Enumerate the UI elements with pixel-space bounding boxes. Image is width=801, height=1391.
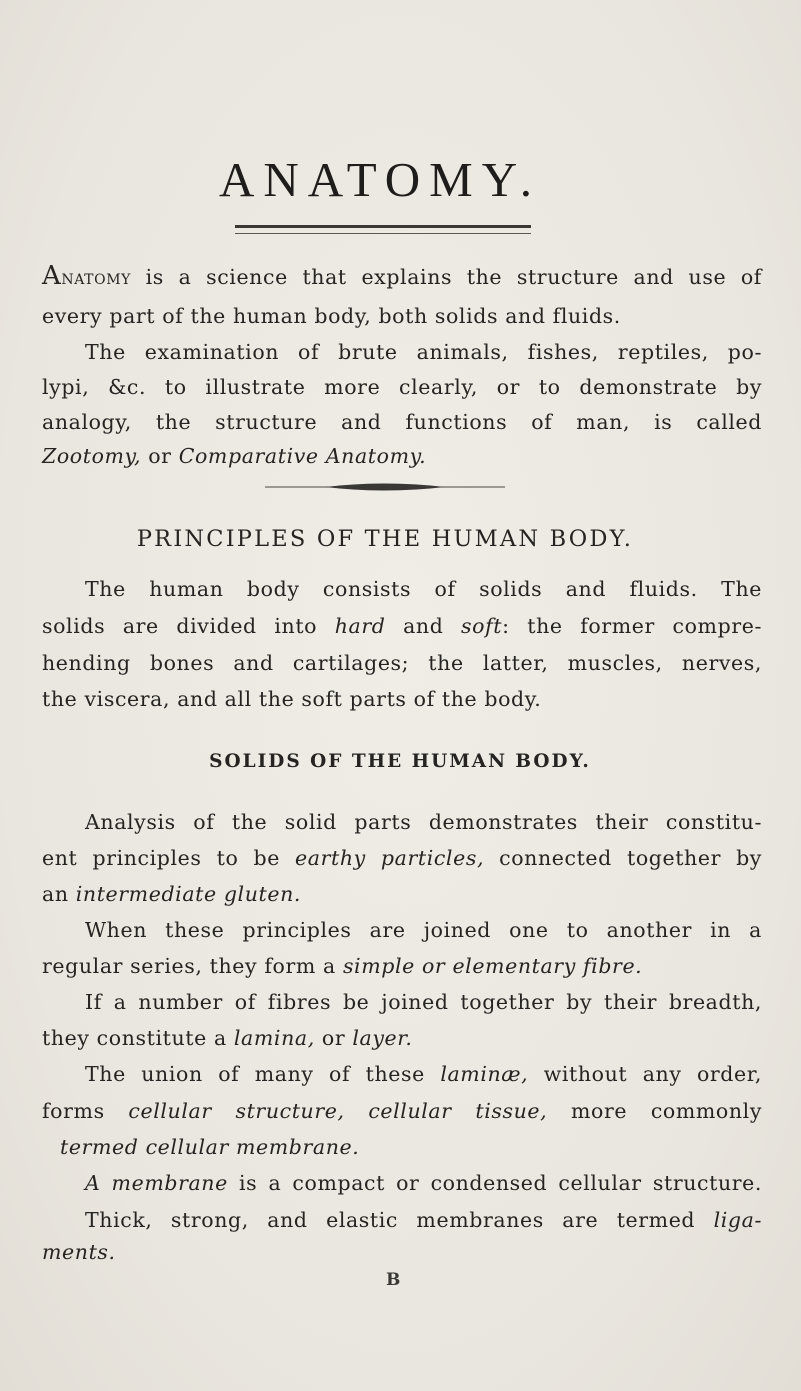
solids-p1-line-2: ent principles to be earthy particles, connected together by (42, 846, 762, 870)
title-rule-thin (235, 233, 531, 234)
page-title: ANATOMY. (218, 152, 542, 207)
principles-line-4: the viscera, and all the soft parts of the body. (42, 687, 542, 711)
solids-p1-line-3: an intermediate gluten. (42, 882, 302, 906)
intro-line-5: analogy, the structure and functions of man, is called (42, 410, 762, 434)
solids-p5-line-1: A membrane is a compact or condensed cellular structure. (85, 1171, 762, 1195)
intro-line-3: The examination of brute animals, fishes, reptiles, po- (85, 340, 762, 364)
solids-p4-line-2: forms cellular structure, cellular tissue, more commonly (42, 1099, 763, 1123)
intro-line-4: lypi, &c. to illustrate more clearly, or to demonstrate by (42, 375, 762, 399)
solids-p3-line-1: If a number of fibres be joined together by their breadth, (85, 990, 762, 1014)
principles-line-3: hending bones and cartilages; the latter, muscles, nerves, (42, 651, 762, 675)
intro-line-6: Zootomy, or Comparative Anatomy. (42, 444, 427, 468)
ornamental-divider (265, 480, 505, 494)
solids-p2-line-1: When these principles are joined one to another in a (85, 918, 762, 942)
intro-first-word: natomy (61, 265, 131, 289)
section-heading-principles: PRINCIPLES OF THE HUMAN BODY. (136, 526, 634, 552)
solids-p1-line-1: Analysis of the solid parts demonstrates their constitu- (85, 810, 762, 834)
section-heading-solids: SOLIDS OF THE HUMAN BODY. (209, 751, 591, 772)
solids-p4-line-3: termed cellular membrane. (60, 1135, 360, 1159)
title-rule-thick (235, 225, 531, 228)
solids-p6-line-1: Thick, strong, and elastic membranes are termed liga- (85, 1208, 762, 1232)
intro-initial: A (42, 261, 62, 291)
intro-line-1: Anatomy is a science that explains the structure and use of (42, 261, 762, 291)
signature-mark: B (386, 1270, 401, 1290)
solids-p4-line-1: The union of many of these laminæ, without any order, (85, 1062, 763, 1086)
principles-line-1: The human body consists of solids and fluids. The (85, 577, 762, 601)
solids-p6-line-2: ments. (42, 1240, 116, 1264)
solids-p2-line-2: regular series, they form a simple or elementary fibre. (42, 954, 643, 978)
solids-p3-line-2: they constitute a lamina, or layer. (42, 1026, 413, 1050)
intro-line-2: every part of the human body, both solids and fluids. (42, 304, 621, 328)
principles-line-2: solids are divided into hard and soft: the former compre- (42, 614, 762, 638)
